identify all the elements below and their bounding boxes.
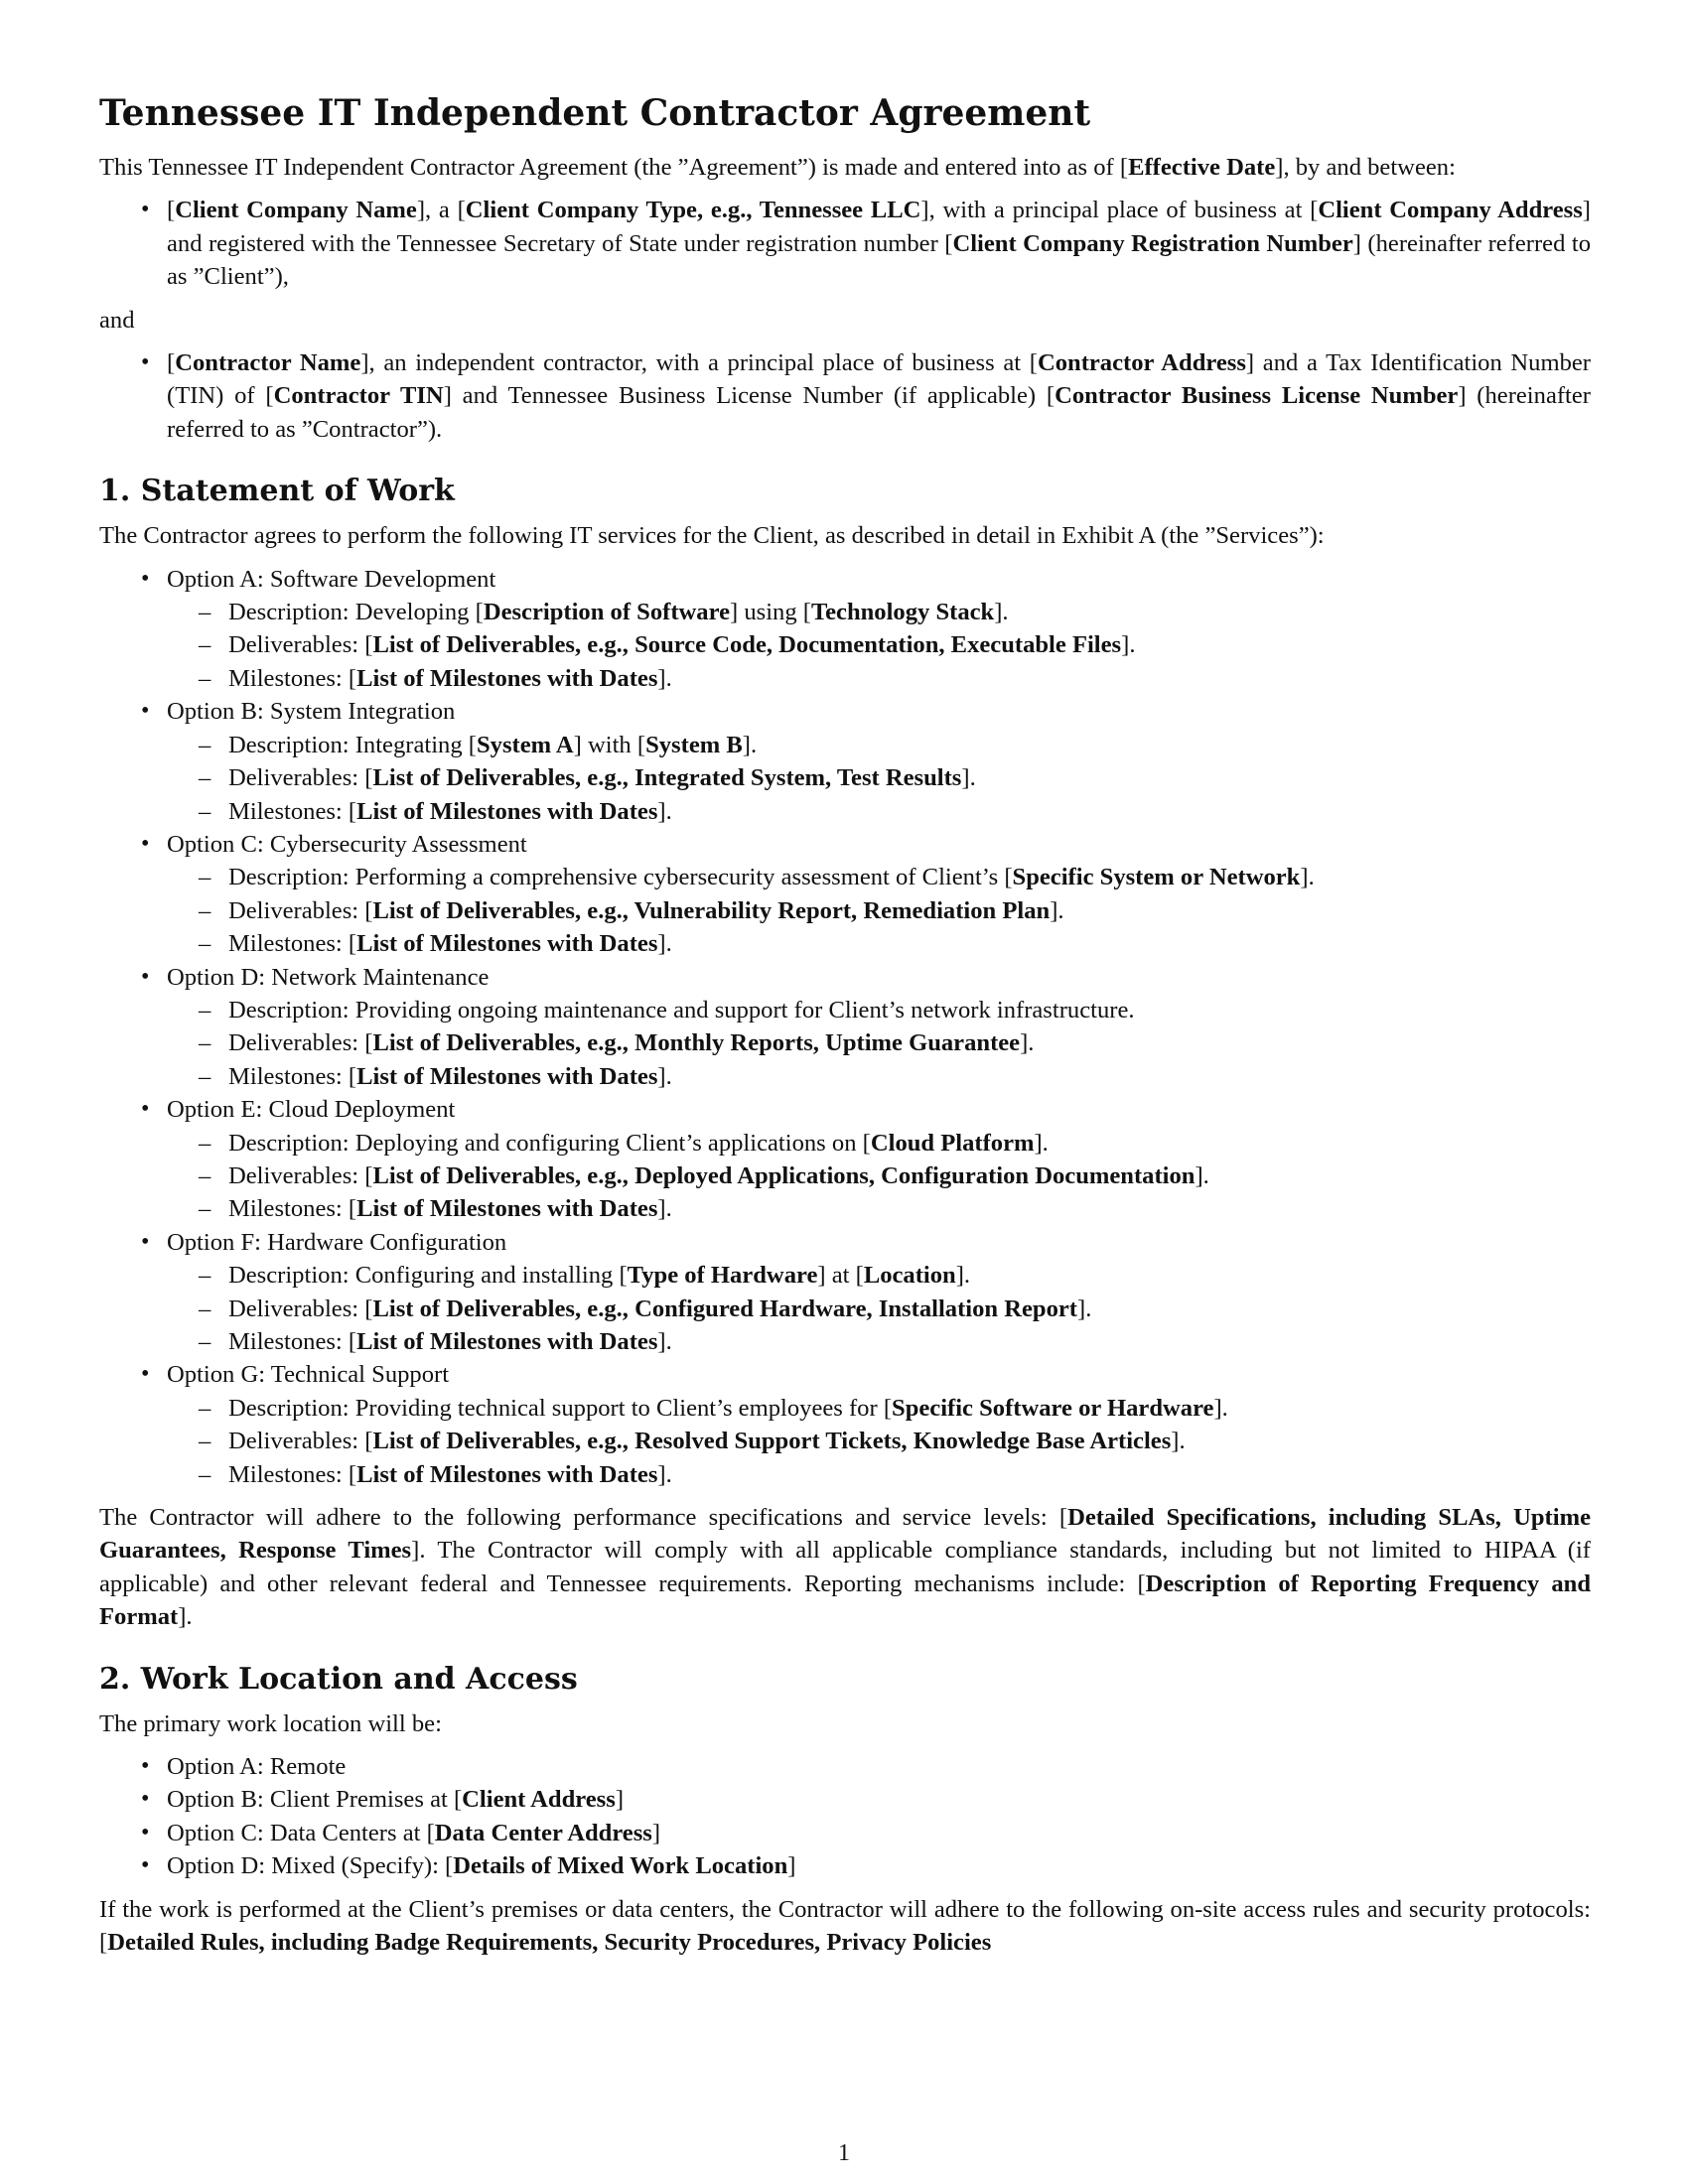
option-b-item: • Option B: System Integration – Description: Integrating [System A] with [System B]. – Deliverables: [List of Deliverables, e.g., Integrated System, Test Results]. – Milestones: [List of Milestones with Dates]. <box>167 695 1591 828</box>
service-options-list <box>99 563 1591 1491</box>
list-item: – Description: Providing technical support to Client’s employees for [Specific Software or Hardware]. <box>228 1392 1591 1425</box>
list-item: – Milestones: [List of Milestones with Dates]. <box>228 1458 1591 1491</box>
list-item: – Milestones: [List of Milestones with Dates]. <box>228 1192 1591 1225</box>
location-option-c: • Option C: Data Centers at [Data Center Address] <box>167 1817 1591 1849</box>
option-a-item: • Option A: Software Development – Description: Developing [Description of Software] using [Technology Stack]. – Deliverables: [List of Deliverables, e.g., Source Code, Documentation, Executable Files]. – Milestones: [List of Milestones with Dates]. <box>167 563 1591 696</box>
option-d-item: • Option D: Network Maintenance – Description: Providing ongoing maintenance and support for Client’s network infrastructure. – Deliverables: [List of Deliverables, e.g., Monthly Reports, Uptime Guarantee]. – Milestones: [List of Milestones with Dates]. <box>167 961 1591 1094</box>
list-item: – Description: Performing a comprehensive cybersecurity assessment of Client’s [Specific System or Network]. <box>228 861 1591 893</box>
party-list-contractor <box>99 346 1591 446</box>
list-item: – Deliverables: [List of Deliverables, e.g., Deployed Applications, Configuration Documentation]. <box>228 1160 1591 1192</box>
option-e-item: • Option E: Cloud Deployment – Description: Deploying and configuring Client’s applications on [Cloud Platform]. – Deliverables: [List of Deliverables, e.g., Deployed Applications, Configuration Documentation]. – Milestones: [List of Milestones with Dates]. <box>167 1093 1591 1226</box>
intro-paragraph: This Tennessee IT Independent Contractor Agreement (the ”Agreement”) is made and entered into as of [Effective Date], by and between: <box>99 154 1456 181</box>
location-option-b: • Option B: Client Premises at [Client Address] <box>167 1783 1591 1816</box>
option-g-item: • Option G: Technical Support – Description: Providing technical support to Client’s employees for [Specific Software or Hardware]. – Deliverables: [List of Deliverables, e.g., Resolved Support Tickets, Knowledge Base Articles]. – Milestones: [List of Milestones with Dates]. <box>167 1358 1591 1491</box>
party-list-client <box>99 194 1591 293</box>
client-party-item: • [Client Company Name], a [Client Company Type, e.g., Tennessee LLC], with a principal place of business at [Client Company Address] and registered with the Tennessee Secretary of State under registration number [Client Company Registration Number] (hereinafter referred to as ”Client”), <box>167 194 1591 293</box>
work-location-list <box>99 1750 1591 1883</box>
section-2-intro: The primary work location will be: <box>99 1709 442 1737</box>
access-paragraph: If the work is performed at the Client’s premises or data centers, the Contractor will adhere to the following on-site access rules and security protocols: [Detailed Rules, including Badge Requirements, Security Procedures, Privacy Policies <box>99 1895 1591 1957</box>
section-1-intro: The Contractor agrees to perform the following IT services for the Client, as described in detail in Exhibit A (the ”Services”): <box>99 522 1325 550</box>
list-item: – Milestones: [List of Milestones with Dates]. <box>228 795 1591 828</box>
performance-paragraph: The Contractor will adhere to the following performance specifications and service levels: [Detailed Specifications, including SLAs, Uptime Guarantees, Response Times]. The Contractor will comply with all applicable compliance standards, including but not limited to HIPAA (if applicable) and other relevant federal and Tennessee requirements. Reporting mechanisms include: [Description of Reporting Frequency and Format]. <box>99 1504 1591 1631</box>
document-page <box>99 79 1591 1970</box>
document-title: Tennessee IT Independent Contractor Agreement <box>99 92 1091 134</box>
list-item: – Deliverables: [List of Deliverables, e.g., Monthly Reports, Uptime Guarantee]. <box>228 1026 1591 1059</box>
list-item: – Description: Integrating [System A] with [System B]. <box>228 729 1591 761</box>
list-item: – Milestones: [List of Milestones with Dates]. <box>228 662 1591 695</box>
list-item: – Description: Configuring and installing [Type of Hardware] at [Location]. <box>228 1259 1591 1292</box>
section-1-heading: 1. Statement of Work <box>99 474 455 509</box>
list-item: – Deliverables: [List of Deliverables, e.g., Resolved Support Tickets, Knowledge Base Articles]. <box>228 1425 1591 1457</box>
list-item: – Milestones: [List of Milestones with Dates]. <box>228 927 1591 960</box>
and-connector: and <box>99 306 135 334</box>
page-number: 1 <box>838 2140 850 2166</box>
option-f-item: • Option F: Hardware Configuration – Description: Configuring and installing [Type of Hardware] at [Location]. – Deliverables: [List of Deliverables, e.g., Configured Hardware, Installation Report]. – Milestones: [List of Milestones with Dates]. <box>167 1226 1591 1359</box>
list-item: – Description: Deploying and configuring Client’s applications on [Cloud Platform]. <box>228 1127 1591 1160</box>
list-item: – Deliverables: [List of Deliverables, e.g., Configured Hardware, Installation Report]. <box>228 1293 1591 1325</box>
list-item: – Deliverables: [List of Deliverables, e.g., Source Code, Documentation, Executable Files]. <box>228 628 1591 661</box>
contractor-party-item: • [Contractor Name], an independent contractor, with a principal place of business at [Contractor Address] and a Tax Identification Number (TIN) of [Contractor TIN] and Tennessee Business License Number (if applicable) [Contractor Business License Number] (hereinafter referred to as ”Contractor”). <box>167 346 1591 446</box>
location-option-a: • Option A: Remote <box>167 1750 1591 1783</box>
option-c-item: • Option C: Cybersecurity Assessment – Description: Performing a comprehensive cybersecurity assessment of Client’s [Specific System or Network]. – Deliverables: [List of Deliverables, e.g., Vulnerability Report, Remediation Plan]. – Milestones: [List of Milestones with Dates]. <box>167 828 1591 961</box>
effective-date-placeholder: Effective Date <box>1128 154 1276 181</box>
list-item: – Description: Developing [Description of Software] using [Technology Stack]. <box>228 596 1591 628</box>
list-item: – Deliverables: [List of Deliverables, e.g., Integrated System, Test Results]. <box>228 761 1591 794</box>
list-item: – Description: Providing ongoing maintenance and support for Client’s network infrastructure. <box>228 994 1591 1026</box>
list-item: – Deliverables: [List of Deliverables, e.g., Vulnerability Report, Remediation Plan]. <box>228 894 1591 927</box>
section-2-heading: 2. Work Location and Access <box>99 1661 578 1697</box>
location-option-d: • Option D: Mixed (Specify): [Details of Mixed Work Location] <box>167 1849 1591 1882</box>
list-item: – Milestones: [List of Milestones with Dates]. <box>228 1325 1591 1358</box>
list-item: – Milestones: [List of Milestones with Dates]. <box>228 1060 1591 1093</box>
